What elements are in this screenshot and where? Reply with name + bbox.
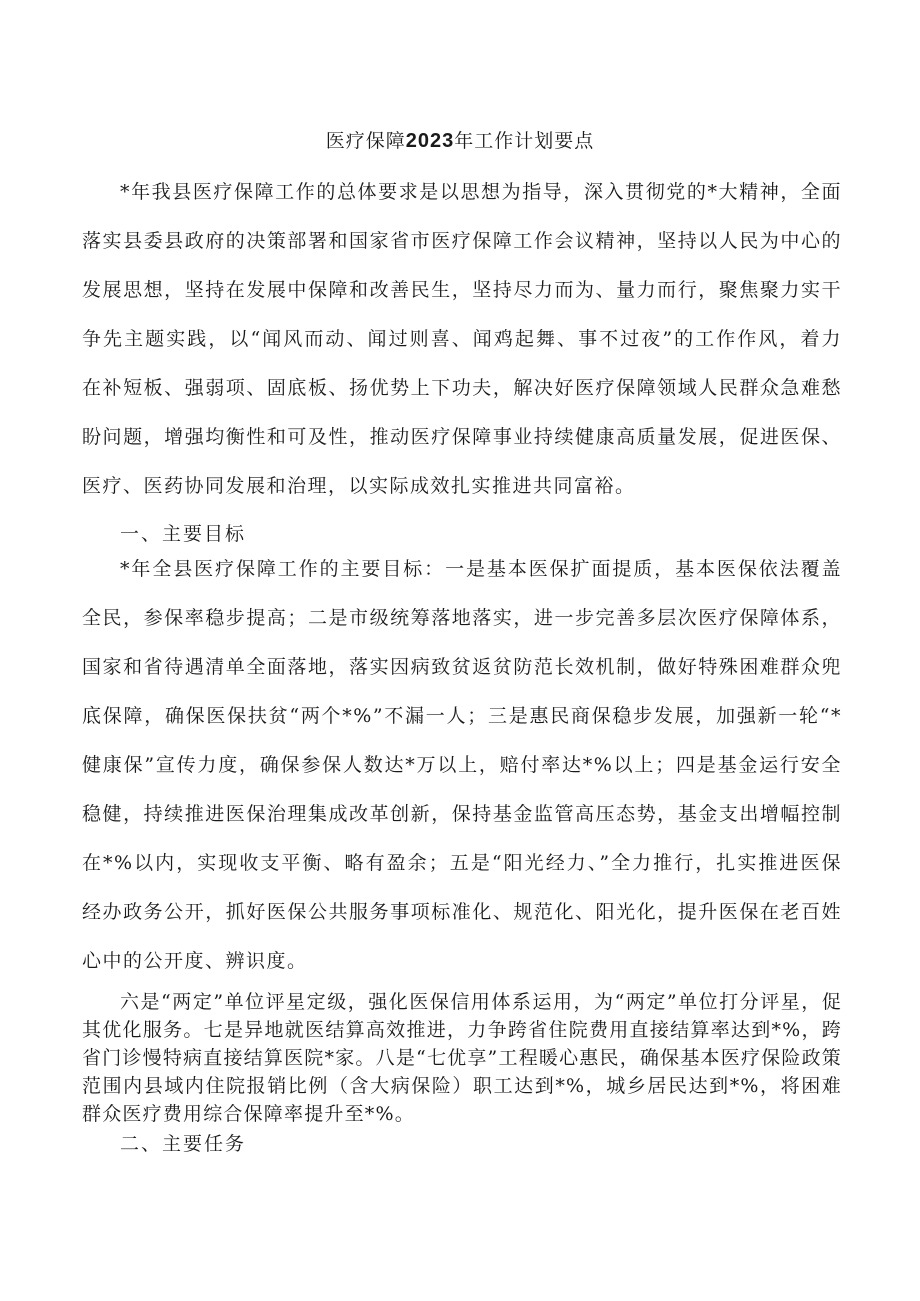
section-heading-goals: 一、主要目标	[120, 523, 247, 545]
goals-paragraph-1: *年全县医疗保障工作的主要目标：一是基本医保扩面提质，基本医保依法覆盖全民，参保率稳步提高；二是市级统筹落地落实，进一步完善多层次医疗保障体系，国家和省待遇清单全面落地，落实因病致贫返贫防范长效机制，做好特殊困难群众兜底保障，确保医保扶贫“两个*%”不漏一人；三是惠民商保稳步发展，加强新一轮“*健康保”宣传力度，确保参保人数达*万以上，赔付率达*%以上；四是基金运行安全稳健，持续推进医保治理集成改革创新，保持基金监管高压态势，基金支出增幅控制在*%以内，实现收支平衡、略有盈余；五是“阳光经力、”全力推行，扎实推进医保经办政务公开，抓好医保公共服务事项标准化、规范化、阳光化，提升医保在老百姓心中的公开度、辨识度。	[82, 558, 842, 972]
section-heading-tasks: 二、主要任务	[120, 1133, 247, 1155]
intro-paragraph: *年我县医疗保障工作的总体要求是以思想为指导，深入贯彻党的*大精神，全面落实县委县政府的决策部署和国家省市医疗保障工作会议精神，坚持以人民为中心的发展思想，坚持在发展中保障和改善民生，坚持尽力而为、量力而行，聚焦聚力实干争先主题实践，以“闻风而动、闻过则喜、闻鸡起舞、事不过夜”的工作作风，着力在补短板、强弱项、固底板、扬优势上下功夫，解决好医疗保障领域人民群众急难愁盼问题，增强均衡性和可及性，推动医疗保障事业持续健康高质量发展，促进医保、医疗、医药协同发展和治理，以实际成效扎实推进共同富裕。	[82, 181, 842, 497]
goals-paragraph-2: 六是“两定”单位评星定级，强化医保信用体系运用，为“两定”单位打分评星，促其优化服务。七是异地就医结算高效推进，力争跨省住院费用直接结算率达到*%，跨省门诊慢特病直接结算医院*家。八是“七优享”工程暖心惠民，确保基本医疗保险政策范围内县域内住院报销比例（含大病保险）职工达到*%，城乡居民达到*%，将困难群众医疗费用综合保障率提升至*%。	[82, 991, 842, 1125]
title-prefix: 医疗保障	[325, 130, 406, 152]
title-suffix: 年工作计划要点	[454, 130, 595, 152]
title-year: 2023	[405, 130, 455, 152]
document-title	[0, 128, 920, 154]
